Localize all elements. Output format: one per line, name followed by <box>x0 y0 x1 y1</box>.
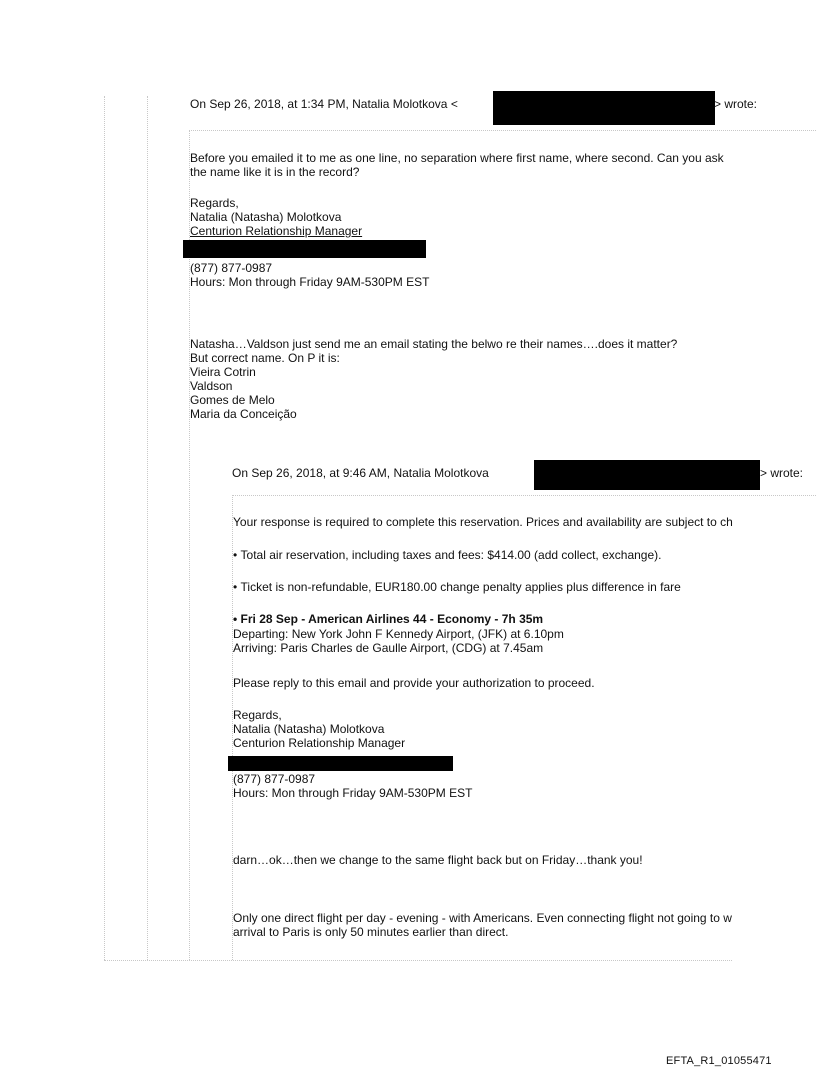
inner-header-suffix: > wrote: <box>760 466 804 480</box>
outer-body-line: Before you emailed it to me as one line, no separation where first name, where second. Can you ask <box>190 151 724 165</box>
bullet-total-text: Total air reservation, including taxes and fees: $414.00 (add collect, exchange). <box>240 548 662 562</box>
reply-line: Maria da Conceição <box>190 407 297 421</box>
bullet-dot: • <box>233 548 241 562</box>
outer-header-suffix: > wrote: <box>714 97 758 111</box>
flight-departing: Departing: New York John F Kennedy Airport, (JFK) at 6.10pm <box>233 627 564 641</box>
outer-signature-contact <box>190 261 429 289</box>
signature-name: Natalia (Natasha) Molotkova <box>233 722 385 736</box>
signature-title: Centurion Relationship Manager <box>233 736 406 750</box>
reply-line: But correct name. On P it is: <box>190 351 340 365</box>
authorization-request: Please reply to this email and provide your authorization to proceed. <box>233 676 595 690</box>
outer-signature <box>190 196 362 238</box>
reply-line: Gomes de Melo <box>190 393 275 407</box>
closing-line: Only one direct flight per day - evening - with Americans. Even connecting flight not going to w <box>233 911 732 925</box>
bullet-dot: • <box>233 580 241 594</box>
signature-phone: (877) 877-0987 <box>233 772 316 786</box>
signature-hours: Hours: Mon through Friday 9AM-530PM EST <box>233 786 473 800</box>
flight-details <box>233 627 564 655</box>
signature-regards: Regards, <box>233 708 282 722</box>
bullet-total <box>233 548 661 562</box>
reservation-intro: Your response is required to complete this reservation. Prices and availability are subject to ch <box>233 515 733 529</box>
signature-name: Natalia (Natasha) Molotkova <box>190 210 342 224</box>
quote-rule-1 <box>104 96 105 960</box>
signature-hours: Hours: Mon through Friday 9AM-530PM EST <box>190 275 430 289</box>
redaction-inner-email-address <box>534 460 760 490</box>
reply-line: Vieira Cotrin <box>190 365 256 379</box>
outer-quote-top-rule <box>189 130 816 131</box>
bullet-ticket-text: Ticket is non-refundable, EUR180.00 change penalty applies plus difference in fare <box>240 580 681 594</box>
closing-line: arrival to Paris is only 50 minutes earlier than direct. <box>233 925 509 939</box>
inner-quote-top-rule <box>232 495 816 496</box>
flight-title <box>233 612 543 626</box>
reply-line-darn: darn…ok…then we change to the same flight back but on Friday…thank you! <box>233 853 643 867</box>
reply-line: Valdson <box>190 379 233 393</box>
flight-arriving: Arriving: Paris Charles de Gaulle Airport, (CDG) at 7.45am <box>233 641 544 655</box>
quote-rule-2 <box>147 96 148 960</box>
inner-signature <box>233 708 405 750</box>
closing-note <box>233 911 732 939</box>
reply-block <box>190 337 677 421</box>
outer-header-text: On Sep 26, 2018, at 1:34 PM, Natalia Molotkova < <box>190 97 458 111</box>
outer-email-body <box>190 151 724 179</box>
redaction-inner-signature <box>228 756 453 771</box>
outer-email-header <box>190 97 458 111</box>
signature-regards: Regards, <box>190 196 239 210</box>
bullet-ticket <box>233 580 681 594</box>
signature-title: Centurion Relationship Manager <box>190 224 363 238</box>
signature-phone: (877) 877-0987 <box>190 261 273 275</box>
redaction-outer-signature <box>183 240 426 258</box>
document-id: EFTA_R1_01055471 <box>666 1055 772 1067</box>
flight-title-text: Fri 28 Sep - American Airlines 44 - Economy - 7h 35m <box>240 612 544 626</box>
bullet-dot: • <box>233 612 241 626</box>
redaction-outer-email-address <box>493 91 715 125</box>
outer-body-line: the name like it is in the record? <box>190 165 360 179</box>
reply-line: Natasha…Valdson just send me an email stating the belwo re their names….does it matter? <box>190 337 678 351</box>
quote-bottom-rule <box>104 960 732 961</box>
inner-signature-contact <box>233 772 472 800</box>
inner-email-header: On Sep 26, 2018, at 9:46 AM, Natalia Molotkova <box>232 466 489 480</box>
